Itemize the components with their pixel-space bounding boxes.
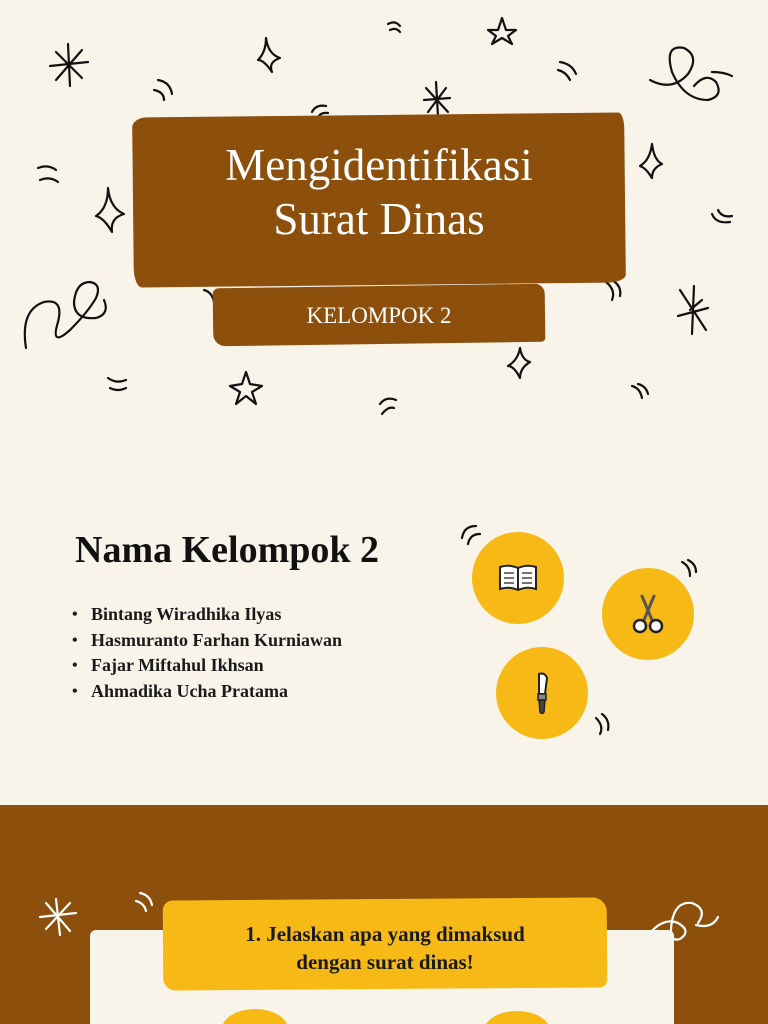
members-slide (0, 470, 768, 805)
arc-doodle-icon (632, 384, 648, 398)
paintbrush-icon-circle (496, 647, 588, 739)
loop-doodle-icon (25, 282, 106, 348)
title-line-1: Mengidentifikasi (225, 140, 533, 190)
question-line-2: dengan surat dinas! (296, 950, 474, 974)
asterisk-doodle-icon (424, 82, 450, 116)
arc-doodle-icon (154, 80, 172, 100)
star-doodle-icon (488, 18, 516, 44)
list-item: • Bintang Wiradhika Ilyas (72, 602, 342, 628)
book-icon (497, 562, 539, 594)
loop-doodle-icon (650, 903, 718, 940)
sparkle-doodle-icon (508, 348, 530, 378)
arc-doodle-icon (38, 166, 58, 182)
sparkle-doodle-icon (258, 38, 280, 72)
arc-doodle-icon (136, 893, 152, 911)
arc-doodle-icon (388, 22, 400, 32)
asterisk-doodle-icon (50, 44, 88, 86)
arc-doodle-icon (712, 210, 732, 222)
scissors-icon-circle (602, 568, 694, 660)
question-text (163, 920, 607, 976)
slide-subtitle: KELOMPOK 2 (306, 303, 452, 328)
book-icon-circle (472, 532, 564, 624)
arc-doodle-icon (108, 378, 126, 390)
section-heading: Nama Kelompok 2 (75, 529, 379, 571)
arc-doodle-icon (682, 560, 696, 576)
list-item: • Fajar Miftahul Ikhsan (72, 653, 342, 679)
question-slide (0, 805, 768, 1024)
arc-doodle-icon (606, 280, 620, 300)
slide-title (133, 138, 625, 246)
arc-doodle-icon (596, 714, 608, 734)
asterisk-doodle-icon (678, 286, 708, 334)
arc-doodle-icon (380, 399, 396, 414)
scissors-icon (628, 592, 668, 636)
list-item: • Hasmuranto Farhan Kurniawan (72, 628, 342, 654)
loop-doodle-icon (650, 48, 732, 101)
arc-doodle-icon (558, 62, 576, 80)
star-doodle-icon (230, 372, 262, 404)
paintbrush-icon (527, 670, 557, 716)
list-item: • Ahmadika Ucha Pratama (72, 679, 342, 705)
arc-doodle-icon (462, 526, 480, 544)
sparkle-doodle-icon (640, 144, 662, 178)
title-slide (0, 0, 768, 470)
title-line-2: Surat Dinas (273, 194, 485, 244)
asterisk-doodle-icon (40, 899, 76, 935)
sparkle-doodle-icon (96, 188, 124, 232)
question-line-1: 1. Jelaskan apa yang dimaksud (245, 922, 525, 946)
